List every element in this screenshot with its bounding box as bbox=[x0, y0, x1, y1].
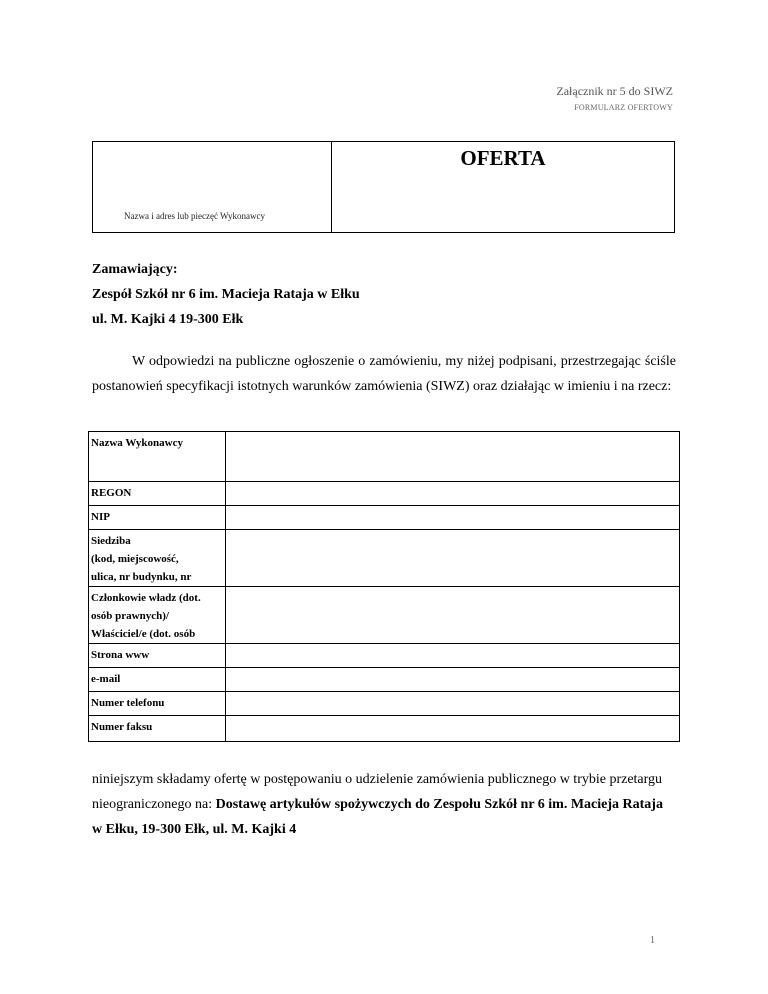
contractor-details-table bbox=[88, 431, 680, 742]
form-row-value-field[interactable] bbox=[225, 692, 679, 716]
intro-paragraph: W odpowiedzi na publiczne ogłoszenie o zamówieniu, my niżej podpisani, przestrzegając ściśle postanowień specyfikacji istotnych warunków zamówienia (SIWZ) oraz działając w imieniu i na rzecz: bbox=[92, 354, 676, 394]
form-row bbox=[89, 716, 680, 742]
form-row-value-field[interactable] bbox=[225, 506, 679, 530]
form-row-label-line: NIP bbox=[91, 511, 110, 523]
page-number: 1 bbox=[650, 935, 655, 946]
form-row bbox=[89, 482, 680, 506]
form-row-label-line: REGON bbox=[91, 487, 132, 499]
form-row-label bbox=[89, 692, 226, 716]
form-row-value-field[interactable] bbox=[225, 668, 679, 692]
form-row-label bbox=[89, 716, 226, 742]
closing-paragraph bbox=[92, 767, 676, 842]
form-row-label bbox=[89, 506, 226, 530]
closing-subject: Dostawę artykułów spożywczych do Zespołu Szkół nr 6 im. Macieja Rataja w Ełku, 19-300 Ełk, ul. M. Kajki 4 bbox=[92, 797, 663, 837]
form-row bbox=[89, 587, 680, 644]
form-row-label bbox=[89, 482, 226, 506]
form-row-label-line: Siedziba bbox=[91, 535, 131, 547]
form-row-value-field[interactable] bbox=[225, 482, 679, 506]
form-row-value-field[interactable] bbox=[225, 587, 679, 644]
form-row-label-line: Numer telefonu bbox=[91, 697, 165, 709]
offer-header-box bbox=[92, 141, 675, 233]
form-row-label-line: Strona www bbox=[91, 649, 150, 661]
form-row-label-line: osób prawnych)/ bbox=[91, 610, 169, 622]
form-row bbox=[89, 506, 680, 530]
form-row-label bbox=[89, 587, 226, 644]
form-row bbox=[89, 644, 680, 668]
closing-text: niniejszym składamy ofertę w postępowaniu o udzielenie zamówienia publicznego w trybie przetargu nieograniczonego na: bbox=[92, 772, 663, 812]
attachment-label: Załącznik nr 5 do SIWZ bbox=[556, 84, 673, 98]
contracting-authority-name: Zespół Szkół nr 6 im. Macieja Rataja w Ełku bbox=[92, 287, 360, 302]
contractor-stamp-field[interactable] bbox=[93, 142, 332, 232]
form-row-label-line: ulica, nr budynku, nr bbox=[91, 571, 192, 583]
form-row-label bbox=[89, 668, 226, 692]
form-row-value-field[interactable] bbox=[225, 432, 679, 482]
contracting-authority-label: Zamawiający: bbox=[92, 262, 178, 277]
stamp-label: Nazwa i adres lub pieczęć Wykonawcy bbox=[124, 211, 265, 221]
offer-title-cell bbox=[332, 142, 674, 232]
contracting-authority-address: ul. M. Kajki 4 19-300 Ełk bbox=[92, 312, 244, 327]
form-row bbox=[89, 692, 680, 716]
form-row-label-line: Właściciel/e (dot. osób bbox=[91, 628, 196, 640]
form-row-value-field[interactable] bbox=[225, 644, 679, 668]
form-row-label bbox=[89, 530, 226, 587]
form-row-label-line: e-mail bbox=[91, 673, 121, 685]
form-row-label bbox=[89, 432, 226, 482]
offer-title: OFERTA bbox=[460, 146, 546, 170]
form-type-label: FORMULARZ OFERTOWY bbox=[574, 103, 673, 112]
form-row bbox=[89, 530, 680, 587]
form-row bbox=[89, 668, 680, 692]
form-row bbox=[89, 432, 680, 482]
form-row-label-line: (kod, miejscowość, bbox=[91, 553, 179, 565]
form-row-label bbox=[89, 644, 226, 668]
form-row-label-line: Nazwa Wykonawcy bbox=[91, 437, 183, 449]
form-row-label-line: Członkowie władz (dot. bbox=[91, 592, 201, 604]
form-row-value-field[interactable] bbox=[225, 530, 679, 587]
form-row-label-line: Numer faksu bbox=[91, 721, 153, 733]
form-row-value-field[interactable] bbox=[225, 716, 679, 742]
